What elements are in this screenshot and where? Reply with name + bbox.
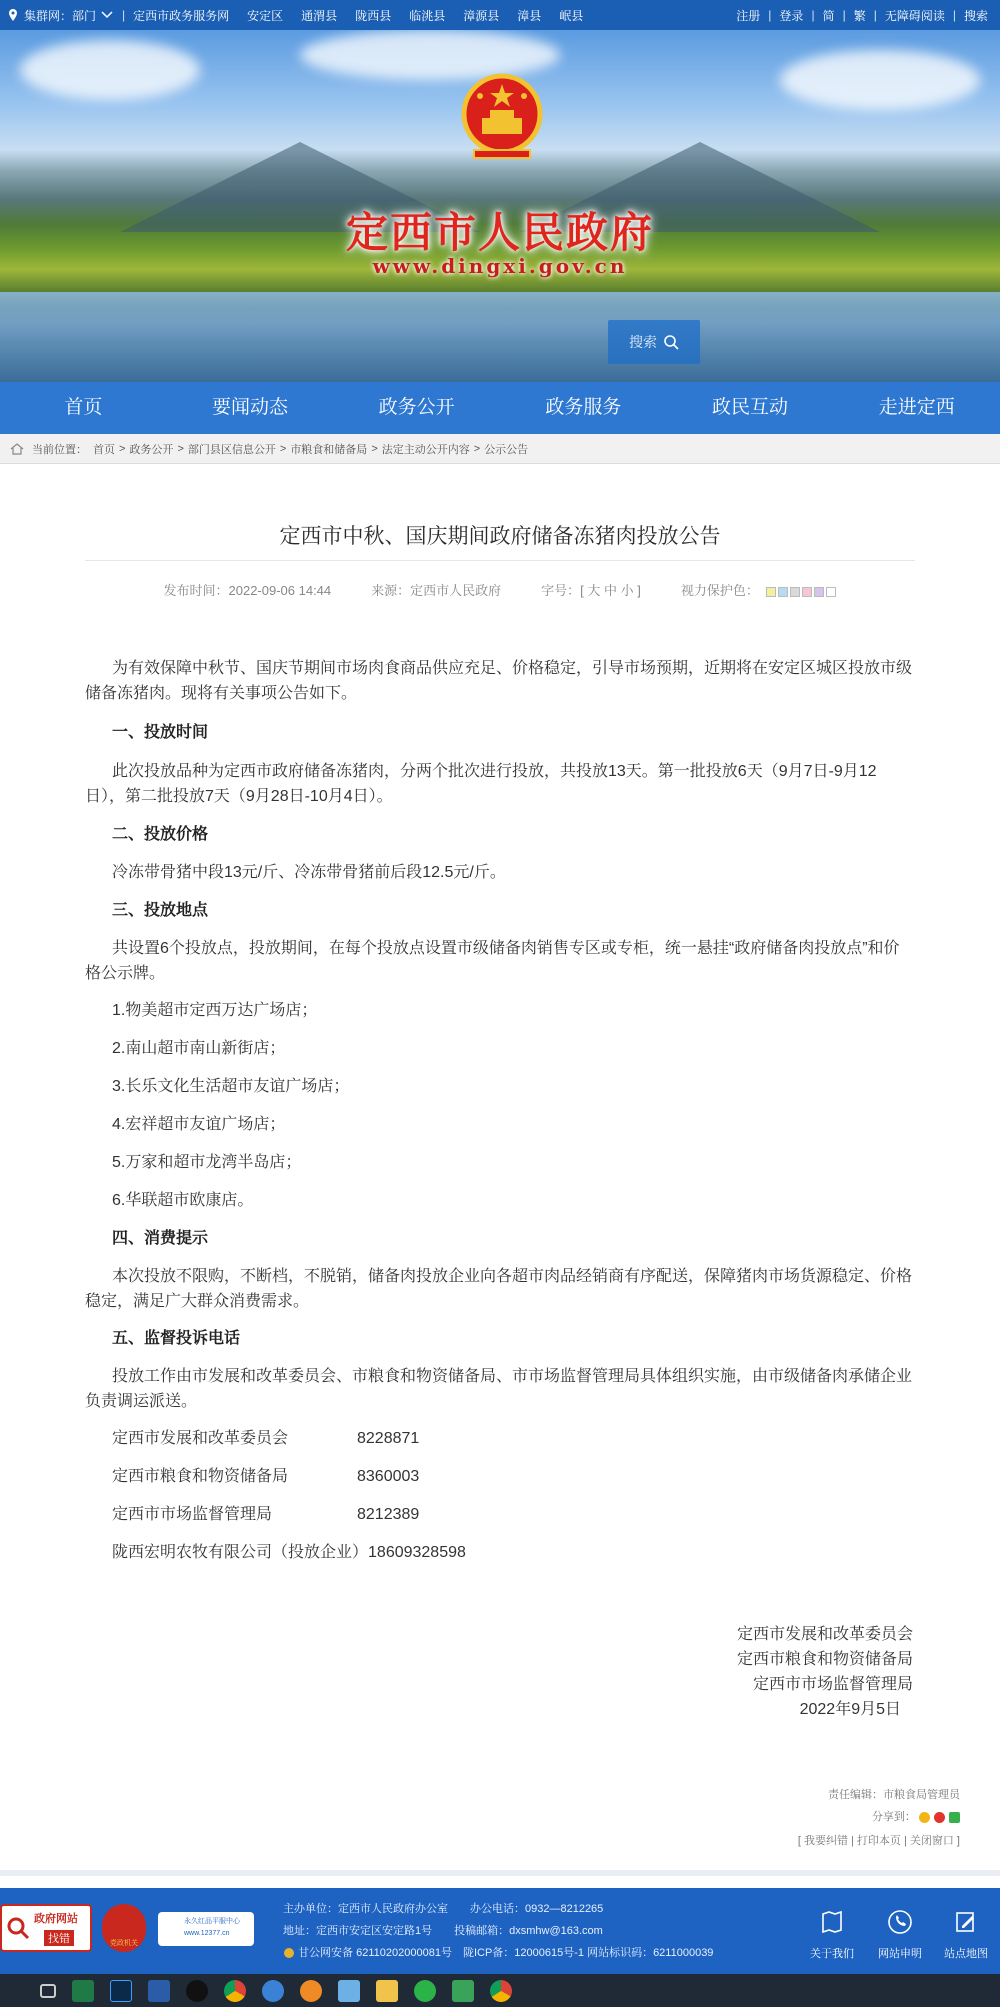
login-link[interactable]: 登录: [779, 8, 804, 23]
contact-row: [112, 1464, 419, 1489]
topbar-link[interactable]: 陇西县: [355, 8, 392, 23]
breadcrumb-item[interactable]: 部门县区信息公开: [187, 443, 276, 456]
contact-name: 陇西宏明农牧有限公司（投放企业）: [112, 1544, 369, 1561]
contact-row: [112, 1502, 419, 1527]
footer-info: [283, 1922, 603, 1938]
folder-icon[interactable]: [376, 1980, 398, 2002]
national-emblem-icon: [460, 72, 544, 162]
topbar-link[interactable]: 漳县: [517, 8, 542, 23]
security-icon[interactable]: [452, 1980, 474, 2002]
responsible-editor: 责任编辑：市粮食局管理员: [828, 1789, 960, 1801]
browser-icon[interactable]: [262, 1980, 284, 2002]
divider: |: [811, 8, 815, 22]
main-nav: [0, 382, 1000, 434]
section-paragraph: 此次投放品种为定西市政府储备冻猪肉，分两个批次进行投放，共投放13天。第一批投放6天（9月7日-9月12日），第二批投放7天（9月28日-10月4日）。: [85, 763, 877, 805]
contact-name: 定西市发展和改革委员会: [112, 1430, 289, 1447]
topbar-link[interactable]: 临洮县: [409, 8, 446, 23]
search-label: 搜索: [629, 334, 657, 350]
os-taskbar: [0, 1974, 1000, 2007]
gov-site-error-logo[interactable]: [0, 1904, 92, 1952]
nav-about-dingxi[interactable]: 走进定西: [878, 397, 955, 418]
phone-icon: [886, 1908, 914, 1936]
contact-phone: 8212389: [357, 1506, 420, 1523]
breadcrumb-item[interactable]: 法定主动公开内容: [381, 443, 470, 456]
breadcrumb-item[interactable]: 市粮食和储备局: [290, 443, 368, 456]
site-title: 定西市人民政府: [345, 208, 654, 257]
logo-text: 党政机关: [110, 1940, 138, 1947]
footer-records: [283, 1944, 713, 1960]
divider: |: [842, 8, 846, 22]
location-item: 3.长乐文化生活超市友谊广场店；: [112, 1078, 350, 1095]
map-book-icon: [818, 1908, 846, 1936]
section-paragraph: 冷冻带骨猪中段13元/斤、冷冻带骨猪前后段12.5元/斤。: [112, 864, 506, 881]
report-center-logo[interactable]: [158, 1912, 254, 1946]
font-size-control[interactable]: 字号：[ 大 中 小 ]: [541, 583, 641, 598]
site-map-link[interactable]: [936, 1908, 996, 1961]
signer: 定西市发展和改革委员会: [736, 1626, 913, 1643]
cloud: [20, 40, 200, 100]
simplified-link[interactable]: 简: [822, 8, 835, 23]
qzone-star-icon[interactable]: [919, 1812, 930, 1823]
contact-phone: 8228871: [357, 1430, 420, 1447]
color-swatches: [766, 587, 836, 597]
party-org-logo[interactable]: [102, 1904, 146, 1952]
title-divider: [85, 560, 915, 561]
about-us-link[interactable]: [802, 1908, 862, 1961]
header-banner: [0, 30, 1000, 382]
footer-icon-label: 关于我们: [810, 1948, 854, 1960]
logo-text: 政府网站: [34, 1913, 78, 1925]
police-badge-icon: [283, 1947, 295, 1959]
topbar-right: [728, 0, 996, 30]
location-item: 5.万家和超市龙湾半岛店；: [112, 1154, 302, 1171]
footer-divider: [0, 1870, 1000, 1876]
section-paragraph: 本次投放不限购，不断档，不脱销，储备肉投放企业向各超市肉品经销商有序配送，保障猪肉市场货源稳定、价格稳定，满足广大群众消费需求。: [85, 1268, 913, 1310]
nav-gov-service[interactable]: 政务服务: [545, 397, 622, 418]
signer: 定西市粮食和物资储备局: [736, 1651, 913, 1668]
section-heading: 三、投放地点: [112, 902, 209, 919]
article-source: 来源：定西市人民政府: [371, 583, 502, 598]
article-title: 定西市中秋、国庆期间政府储备冻猪肉投放公告: [279, 525, 721, 548]
divider: |: [873, 8, 877, 22]
location-item: 4.宏祥超市友谊广场店；: [112, 1116, 286, 1133]
color-swatch[interactable]: [790, 587, 800, 597]
accessibility-link[interactable]: 无障碍阅读: [884, 8, 945, 23]
location-item: 6.华联超市欧康店。: [112, 1192, 254, 1209]
home-icon: [10, 442, 24, 456]
address: 地址：定西市安定区安定路1号: [283, 1925, 433, 1937]
topbar-link[interactable]: 定西市政务服务网: [133, 8, 230, 23]
chrome-icon[interactable]: [224, 1980, 246, 2002]
breadcrumb-item[interactable]: 政务公开: [129, 443, 174, 456]
chrome-icon[interactable]: [490, 1980, 512, 2002]
section-heading: 五、监督投诉电话: [112, 1330, 241, 1347]
topbar-link[interactable]: 安定区: [247, 8, 284, 23]
breadcrumb-separator: >: [177, 442, 184, 455]
footer-info: [283, 1900, 603, 1916]
cloud: [780, 50, 980, 110]
color-swatch[interactable]: [778, 587, 788, 597]
search-icon: [663, 334, 679, 350]
logo-text: 找错: [44, 1930, 74, 1946]
weibo-icon[interactable]: [934, 1812, 945, 1823]
wechat-icon[interactable]: [949, 1812, 960, 1823]
cluster-dropdown[interactable]: [24, 7, 114, 24]
page-tools[interactable]: [ 我要纠错 | 打印本页 | 关闭窗口 ]: [797, 1835, 960, 1847]
topbar-link[interactable]: 漳源县: [463, 8, 500, 23]
section-heading: 二、投放价格: [112, 826, 209, 843]
office-phone: 办公电话：0932—8212265: [470, 1903, 604, 1915]
divider: |: [122, 8, 126, 22]
register-link[interactable]: 注册: [736, 8, 761, 23]
contact-phone: 18609328598: [368, 1544, 466, 1561]
breadcrumb-separator: >: [279, 442, 287, 455]
excel-icon[interactable]: [72, 1980, 94, 2002]
contact-name: 定西市市场监督管理局: [112, 1506, 273, 1523]
record-numbers[interactable]: 甘公网安备 62110202000081号 陇ICP备：12000615号-1 网站标识码：6211000039: [298, 1947, 714, 1959]
magnifier-icon: [6, 1916, 30, 1940]
signer: 定西市市场监督管理局: [752, 1676, 913, 1693]
location-item: 1.物美超市定西万达广场店；: [112, 1002, 318, 1019]
lake: [0, 292, 1000, 382]
footer-icon-label: 网站申明: [878, 1948, 922, 1960]
breadcrumb-separator: >: [473, 442, 481, 455]
search-button[interactable]: [608, 320, 700, 364]
share-bar: [872, 1808, 960, 1824]
section-heading: 四、消费提示: [112, 1230, 209, 1247]
footer: [0, 1888, 1000, 1974]
contact-row: [112, 1540, 466, 1565]
divider: |: [952, 8, 956, 22]
word-icon[interactable]: [148, 1980, 170, 2002]
traditional-link[interactable]: 繁: [853, 8, 866, 23]
nav-news[interactable]: 要闻动态: [212, 397, 289, 418]
nav-home[interactable]: 首页: [64, 397, 103, 418]
color-swatch[interactable]: [814, 587, 824, 597]
eye-protect-control: [681, 580, 837, 599]
breadcrumb-label: 当前位置：: [32, 443, 87, 456]
publish-time: 发布时间：2022-09-06 14:44: [163, 583, 332, 598]
section-paragraph: 投放工作由市发展和改革委员会、市粮食和物资储备局、市市场监督管理局具体组织实施，由市级储备肉承储企业负责调运派送。: [85, 1368, 913, 1410]
contact-row: [112, 1426, 419, 1451]
host-unit: 主办单位：定西市人民政府办公室: [283, 1903, 448, 1915]
location-pin-icon: [6, 8, 20, 22]
article-meta: [0, 580, 1000, 599]
qq-icon[interactable]: [186, 1980, 208, 2002]
top-bar: [0, 0, 1000, 30]
photoshop-icon[interactable]: [110, 1980, 132, 2002]
chevron-down-icon: [100, 10, 114, 20]
nav-gov-open[interactable]: 政务公开: [378, 397, 455, 418]
intro-paragraph: 为有效保障中秋节、国庆节期间市场肉食商品供应充足、价格稳定，引导市场预期，近期将在安定区城区投放市级储备冻猪肉。现将有关事项公告如下。: [85, 660, 913, 702]
topbar-link[interactable]: 岷县: [559, 8, 584, 23]
topbar-search-link[interactable]: 搜索: [963, 8, 988, 23]
cluster-label: 集群网：部门: [24, 8, 97, 23]
eye-protect-label: 视力保护色：: [680, 583, 759, 598]
breadcrumb-separator: >: [371, 442, 378, 455]
color-swatch[interactable]: [766, 587, 776, 597]
sign-date: 2022年9月5日: [799, 1701, 901, 1718]
contribute-email: 投稿邮箱：dxsmhw@163.com: [454, 1925, 603, 1937]
breadcrumb-item[interactable]: 公示公告: [484, 443, 529, 456]
share-label: 分享到：: [871, 1811, 916, 1823]
wechat-app-icon[interactable]: [414, 1980, 436, 2002]
color-swatch[interactable]: [802, 587, 812, 597]
breadcrumb-separator: >: [119, 442, 126, 455]
search-app-icon[interactable]: [300, 1980, 322, 2002]
contact-name: 定西市粮食和物资储备局: [112, 1468, 289, 1485]
nav-interaction[interactable]: 政民互动: [712, 397, 789, 418]
topbar-link[interactable]: 通渭县: [301, 8, 338, 23]
site-url: www.dingxi.gov.cn: [372, 254, 628, 278]
color-swatch[interactable]: [826, 587, 836, 597]
task-view-icon[interactable]: [40, 1984, 56, 1998]
notes-icon[interactable]: [338, 1980, 360, 2002]
logo-text: 永久红品平服中心 www.12377.cn: [184, 1918, 240, 1937]
edit-icon: [952, 1908, 980, 1936]
footer-icon-label: 站点地图: [944, 1948, 988, 1960]
site-statement-link[interactable]: [870, 1908, 930, 1961]
section-paragraph: 共设置6个投放点，投放期间，在每个投放点设置市级储备肉销售专区或专柜，统一悬挂“政府储备肉投放点”和价格公示牌。: [85, 940, 900, 982]
divider: |: [768, 8, 772, 22]
breadcrumb: [0, 434, 1000, 464]
breadcrumb-item[interactable]: 首页: [93, 443, 115, 456]
section-heading: 一、投放时间: [112, 724, 209, 741]
contact-phone: 8360003: [357, 1468, 420, 1485]
location-item: 2.南山超市南山新街店；: [112, 1040, 286, 1057]
